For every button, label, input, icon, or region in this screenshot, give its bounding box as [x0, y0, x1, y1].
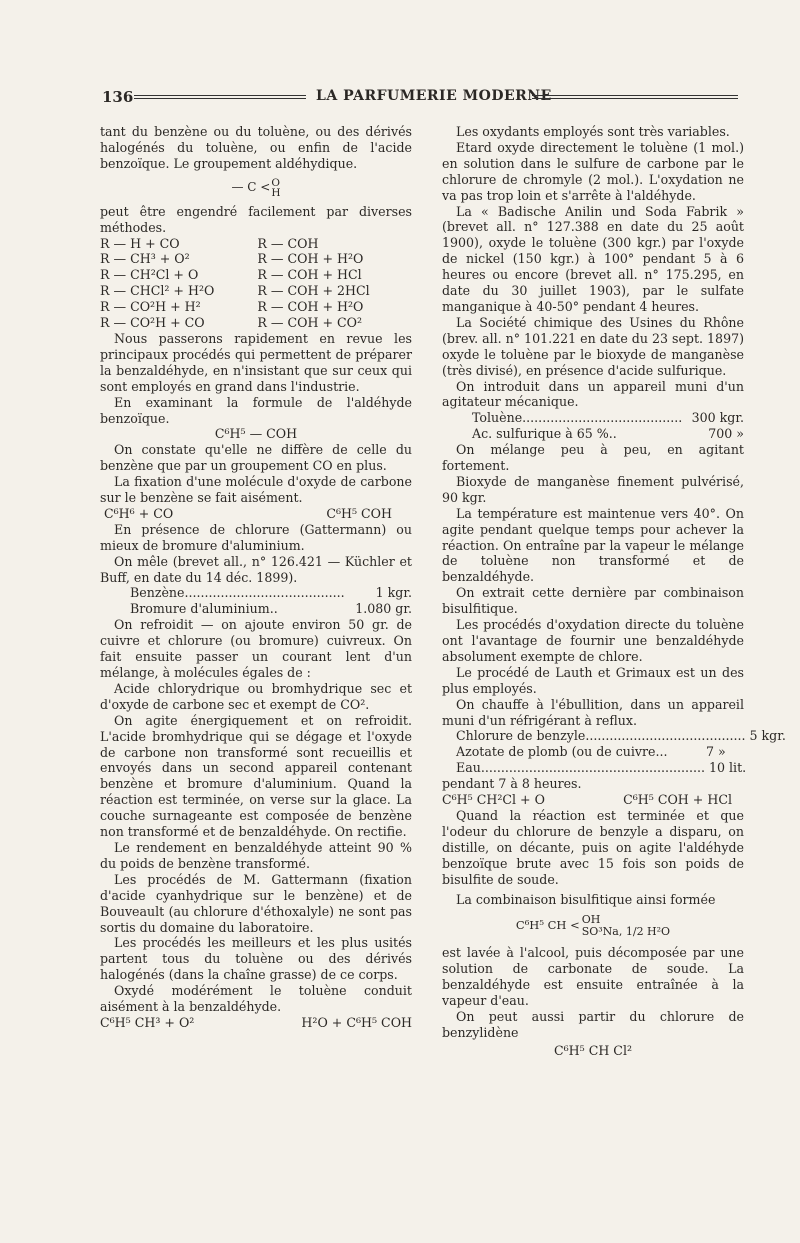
- ingredient-quantity: 300 kgr.: [691, 410, 744, 426]
- ingredient-name: Bromure d'aluminium..: [130, 601, 278, 617]
- reaction-left: R — CH²Cl + O: [100, 267, 199, 283]
- leader-space: [278, 601, 352, 617]
- leader-dots: ........................................: [522, 410, 683, 426]
- reaction-row: [100, 283, 412, 299]
- reaction-left: R — CHCl² + H²O: [100, 283, 215, 299]
- formula-pair: [442, 792, 744, 808]
- paragraph: Acide chlorydrique ou bromhydrique sec et d'oxyde de carbone sec et exempt de CO².: [100, 680, 412, 712]
- paragraph: Etard oxyde directement le toluène (1 mol.) en solution dans le sulfure de carbone par le chlorure de chromyle (2 mol.). L'oxydation ne va pas trop loin et s'arrête à l'aldéhyde.: [442, 139, 744, 203]
- leader-dots: ........................................................: [480, 760, 705, 776]
- reaction-left: R — H + CO: [100, 235, 180, 251]
- paragraph: On agite énergiquement et on refroidit. L'acide bromhydrique qui se dégage et l'oxyde de carbone non transformé sont recueillis et envoyés dans un second appareil contenant benzène et bromure d'aluminium. Quand la réaction est terminée, on verse sur la glace. La couche surnageante est composée de benzène non transformé et de benzaldéhyde. On rectifie.: [100, 712, 412, 840]
- paragraph: On refroidit — on ajoute environ 50 gr. de cuivre et chlorure (ou bromure) cuivreux. On fait ensuite passer un courant lent d'un mélange, à molécules égales de :: [100, 617, 412, 680]
- ingredient-name: Chlorure de benzyle: [456, 728, 586, 744]
- formula-text: — C <: [231, 179, 271, 194]
- ingredient-row: [442, 728, 786, 744]
- paragraph: est lavée à l'alcool, puis décomposée par une solution de carbonate de soude. La benzaldéhyde est ensuite entraînée à la vapeur d'eau.: [442, 945, 744, 1009]
- ingredient-row: [442, 744, 744, 760]
- page-number: 136: [102, 88, 134, 106]
- ingredient-quantity: 700 »: [708, 426, 744, 442]
- paragraph: On chauffe à l'ébullition, dans un appareil muni d'un réfrigérant à reflux.: [442, 696, 744, 728]
- paragraph: Les procédés les meilleurs et les plus usités partent tous du toluène ou des dérivés halogénés (dans la chaîne grasse) de ce corps.: [100, 935, 412, 983]
- header-rule-left: [134, 95, 306, 99]
- reaction-row: [100, 299, 412, 315]
- paragraph: Le procédé de Lauth et Grimaux est un des plus employés.: [442, 664, 744, 696]
- reaction-right: R — COH + H²O: [257, 251, 364, 267]
- ingredient-name: Azotate de plomb (ou de cuivre...: [456, 744, 668, 760]
- paragraph: Le rendement en benzaldéhyde atteint 90 % du poids de benzène transformé.: [100, 839, 412, 871]
- paragraph: Les procédés de M. Gattermann (fixation d'acide cyanhydrique sur le benzène) et de Bouveault (au chlorure d'éthoxalyle) ne sont pas sortis du domaine du laboratoire.: [100, 871, 412, 935]
- formula-line: C⁶H⁵ — COH: [214, 426, 298, 442]
- reaction-right: R — COH: [257, 235, 319, 251]
- paragraph: En présence de chlorure (Gattermann) ou mieux de bromure d'aluminium.: [100, 521, 412, 553]
- formula-branch-bottom: SO³Na, 1/2 H²O: [581, 925, 671, 939]
- left-column: [100, 124, 412, 1031]
- ingredient-quantity: 1.080 gr.: [355, 601, 412, 617]
- ingredient-row: [442, 410, 744, 426]
- formula-branch: [271, 178, 280, 198]
- header-rule-right: [532, 95, 738, 99]
- paragraph: On introduit dans un appareil muni d'un agitateur mécanique.: [442, 378, 744, 410]
- ingredient-quantity: 10 lit.: [709, 760, 747, 776]
- formula-right: C⁶H⁵ COH: [326, 505, 392, 521]
- page-header: [100, 86, 740, 106]
- ingredient-quantity: 5 kgr.: [749, 728, 786, 744]
- ingredient-name: Eau: [456, 760, 481, 776]
- paragraph: Bioxyde de manganèse finement pulvérisé, 90 kgr.: [442, 473, 744, 505]
- right-column: [442, 124, 786, 1059]
- reaction-right: R — COH + 2HCl: [257, 283, 370, 299]
- ingredient-row: [100, 585, 412, 601]
- reaction-row: [100, 251, 412, 267]
- ingredient-row: [442, 760, 747, 776]
- paragraph: Les procédés d'oxydation directe du toluène ont l'avantage de fournir une benzaldéhyde absolument exempte de chlore.: [442, 617, 744, 664]
- formula-branch: [582, 914, 670, 938]
- formula-branch-bottom: H: [271, 186, 281, 199]
- ingredient-row: [100, 601, 412, 617]
- formula-right: H²O + C⁶H⁵ COH: [301, 1014, 412, 1030]
- running-title: LA PARFUMERIE MODERNE: [316, 88, 552, 104]
- paragraph: Les oxydants employés sont très variables.: [456, 124, 730, 139]
- paragraph: La « Badische Anilin und Soda Fabrik » (brevet all. n° 127.388 en date du 25 août 1900), oxyde le toluène (300 kgr.) par l'oxyde de nickel (150 kgr.) à 100° pendant 5 à 6 heures ou encore (brevet all. n° 175.295, en date du 30 juillet 1903), par le sulfate manganique à 40-50° pendant 4 heures.: [442, 203, 744, 314]
- paragraph: tant du benzène ou du toluène, ou des dérivés halogénés du toluène, ou enfin de l'acide benzoïque. Le groupement aldéhydique.: [100, 124, 412, 171]
- reaction-left: R — CO²H + H²: [100, 299, 201, 315]
- reaction-right: R — COH + HCl: [257, 267, 362, 283]
- paragraph: On mélange peu à peu, en agitant fortement.: [442, 442, 744, 474]
- paragraph: On mêle (brevet all., n° 126.421 — Küchler et Buff, en date du 14 déc. 1899).: [100, 553, 412, 585]
- ingredient-row: [442, 426, 744, 442]
- reaction-right: R — COH + H²O: [257, 299, 364, 315]
- formula-left: C⁶H⁵ CH²Cl + O: [442, 792, 545, 808]
- paragraph: La combinaison bisulfitique ainsi formée: [456, 891, 716, 907]
- formula-text: C⁶H⁵ CH <: [515, 918, 580, 933]
- reaction-table: [100, 236, 412, 331]
- formula-branch-top: OH: [581, 913, 601, 927]
- ingredient-name: Benzène: [130, 585, 185, 601]
- leader-space: [617, 426, 705, 442]
- reaction-row: [100, 236, 412, 252]
- leader-space: [668, 744, 702, 760]
- paragraph: Quand la réaction est terminée et que l'odeur du chlorure de benzyle a disparu, on distille, on décante, puis on agite l'aldéhyde benzoïque brute avec 15 fois son poids de bisulfite de soude.: [442, 807, 744, 887]
- aldehyde-group-formula: [100, 172, 412, 204]
- ingredient-quantity: 7 »: [706, 744, 726, 760]
- formula-pair: [100, 506, 412, 522]
- paragraph: Oxydé modérément le toluène conduit aisément à la benzaldéhyde.: [100, 983, 412, 1015]
- formula-pair: [100, 1015, 412, 1031]
- leader-dots: ........................................: [585, 728, 746, 744]
- formula-right: C⁶H⁵ COH + HCl: [623, 792, 732, 808]
- paragraph: Nous passerons rapidement en revue les principaux procédés qui permettent de préparer la benzaldéhyde, en n'insistant que sur ceux qui sont employés en grand dans l'industrie.: [100, 330, 412, 394]
- paragraph: La fixation d'une molécule d'oxyde de carbone sur le benzène se fait aisément.: [100, 474, 412, 506]
- paragraph: La Société chimique des Usines du Rhône (brev. all. n° 101.221 en date du 23 sept. 1897) oxyde le toluène par le bioxyde de manganèse (très divisé), en présence d'acide sulfurique.: [442, 314, 745, 378]
- reaction-right: R — COH + CO²: [257, 315, 363, 331]
- ingredient-name: Ac. sulfurique à 65 %..: [472, 426, 617, 442]
- paragraph: On peut aussi partir du chlorure de benzylidène: [442, 1009, 744, 1040]
- ingredient-name: Toluène: [472, 410, 523, 426]
- formula-line: C⁶H⁵ CH Cl²: [553, 1042, 633, 1058]
- reaction-left: R — CO²H + CO: [100, 315, 205, 331]
- ingredient-quantity: 1 kgr.: [375, 585, 412, 601]
- reaction-row: [100, 315, 412, 331]
- paragraph: On extrait cette dernière par combinaison bisulfitique.: [442, 585, 744, 617]
- formula-left: C⁶H⁵ CH³ + O²: [100, 1014, 195, 1030]
- paragraph: En examinant la formule de l'aldéhyde benzoïque.: [100, 394, 412, 426]
- reaction-row: [100, 267, 412, 283]
- leader-dots: ........................................: [184, 585, 345, 601]
- paragraph: peut être engendré facilement par diverses méthodes.: [100, 203, 412, 235]
- paragraph: pendant 7 à 8 heures.: [442, 776, 582, 792]
- bisulfite-formula: [442, 907, 744, 945]
- formula-branch-top: O: [271, 176, 280, 189]
- paragraph: La température est maintenue vers 40°. On agite pendant quelque temps pour achever la réaction. On entraîne par la vapeur le mélange de toluène non transformé et de benzaldéhyde.: [442, 505, 744, 585]
- formula-left: C⁶H⁶ + CO: [104, 505, 174, 521]
- paragraph: On constate qu'elle ne diffère de celle du benzène que par un groupement CO en plus.: [100, 442, 412, 474]
- reaction-left: R — CH³ + O²: [100, 251, 190, 267]
